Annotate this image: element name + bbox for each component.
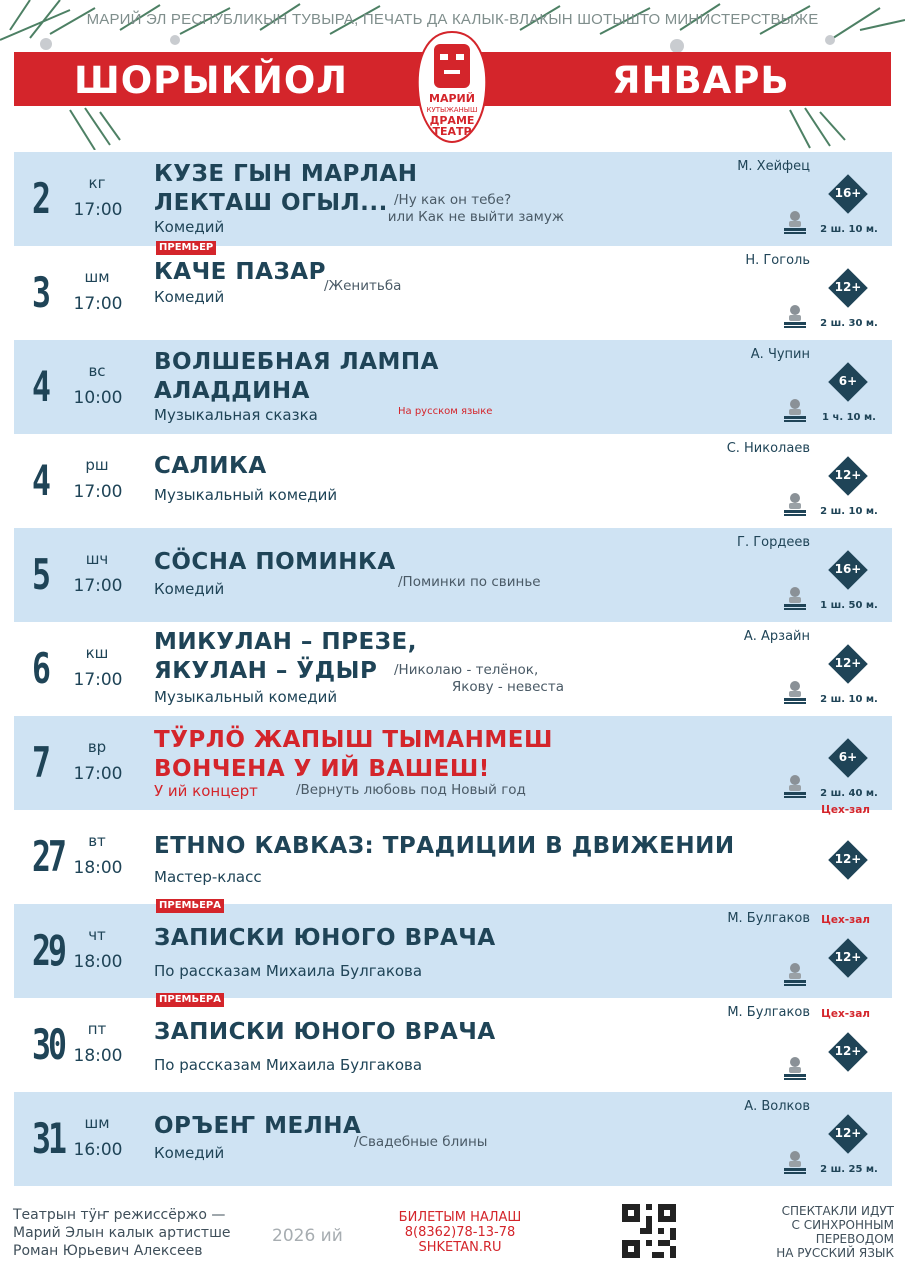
premiere-badge: ПРЕМЬЕРА xyxy=(156,993,224,1007)
sync-translation-icon xyxy=(782,678,808,706)
age-rating: 6+ xyxy=(838,374,858,388)
event-title[interactable]: АЛАДДИНА xyxy=(154,378,310,404)
event-author: А. Чупин xyxy=(750,347,810,362)
event-author: М. Булгаков xyxy=(727,1005,810,1020)
age-rating: 12+ xyxy=(834,1126,862,1140)
event-time: 17:00 xyxy=(73,200,123,220)
event-time: 10:00 xyxy=(73,388,123,408)
event-weekday: рш xyxy=(85,456,109,474)
russian-title: /Поминки по свинье xyxy=(398,574,541,590)
event-duration: 2 ш. 10 м. xyxy=(820,506,878,517)
sync-translation-note: СПЕКТАКЛИ ИДУТ С СИНХРОННЫМ ПЕРЕВОДОМ НА РУССКИЙ ЯЗЫК xyxy=(776,1204,894,1260)
director-credit: Театрын тӱҥ режиссёржо — Марий Элын калык артистше Роман Юрьевич Алексеев xyxy=(13,1207,231,1259)
event-row[interactable] xyxy=(14,340,892,434)
tickets-info[interactable] xyxy=(380,1210,540,1255)
language-note: На русском языке xyxy=(398,406,493,417)
tickets-website[interactable]: SHKETAN.RU xyxy=(418,1240,502,1255)
event-time: 17:00 xyxy=(73,482,123,502)
poster-footer xyxy=(0,1200,905,1280)
event-title[interactable]: ВОЛШЕБНАЯ ЛАМПА xyxy=(154,349,439,375)
age-rating: 16+ xyxy=(834,186,862,200)
event-author: Г. Гордеев xyxy=(737,535,810,550)
premiere-badge: ПРЕМЬЕР xyxy=(156,241,216,255)
sync-translation-icon xyxy=(782,1148,808,1176)
event-title[interactable]: ETHNO КАВКАЗ: ТРАДИЦИИ В ДВИЖЕНИИ xyxy=(154,833,735,859)
venue-hall: Цех-зал xyxy=(821,914,870,926)
event-genre: Комедий xyxy=(154,288,225,306)
event-weekday: вс xyxy=(88,362,106,380)
age-rating: 12+ xyxy=(834,852,862,866)
event-title[interactable]: КУЗЕ ГЫН МАРЛАН xyxy=(154,161,418,187)
russian-title: или Как не выйти замуж xyxy=(387,209,564,225)
age-rating: 12+ xyxy=(834,656,862,670)
age-rating: 12+ xyxy=(834,1044,862,1058)
event-title[interactable]: КАЧЕ ПАЗАР xyxy=(154,259,326,285)
event-weekday: кг xyxy=(88,174,106,192)
event-time: 18:00 xyxy=(73,1046,123,1066)
tickets-phone[interactable]: 8(8362)78-13-78 xyxy=(404,1225,516,1240)
event-title[interactable]: ЗАПИСКИ ЮНОГО ВРАЧА xyxy=(154,925,496,951)
event-title[interactable]: ТӰРЛÖ ЖАПЫШ ТЫМАНМЕШ xyxy=(154,727,553,753)
event-time: 17:00 xyxy=(73,576,123,596)
event-genre: Комедий xyxy=(154,218,225,236)
russian-title: /Ну как он тебе? xyxy=(394,192,512,208)
event-row[interactable] xyxy=(14,528,892,622)
sync-translation-icon xyxy=(782,1054,808,1082)
russian-title: /Николаю - телёнок, xyxy=(394,662,539,678)
event-genre: Музыкальный комедий xyxy=(154,688,338,706)
event-duration: 2 ш. 10 м. xyxy=(820,224,878,235)
event-genre: Комедий xyxy=(154,1144,225,1162)
event-duration: 2 ш. 25 м. xyxy=(820,1164,878,1175)
events-list xyxy=(14,152,892,1186)
event-duration: 2 ш. 10 м. xyxy=(820,694,878,705)
tickets-label: БИЛЕТЫМ НАЛАШ xyxy=(398,1210,522,1225)
age-rating: 16+ xyxy=(834,562,862,576)
event-duration: 2 ш. 30 м. xyxy=(820,318,878,329)
event-day: 7 xyxy=(32,738,48,787)
event-duration: 1 ш. 50 м. xyxy=(820,600,878,611)
event-weekday: шм xyxy=(84,1114,110,1132)
event-author: С. Николаев xyxy=(726,441,810,456)
event-genre: Мастер-класс xyxy=(154,868,262,886)
sync-translation-icon xyxy=(782,302,808,330)
ministry-line: МАРИЙ ЭЛ РЕСПУБЛИКЫН ТУВЫРА, ПЕЧАТЬ ДА КАЛЫК-ВЛАКЫН ШОТЫШТО МИНИСТЕРСТВЫЖЕ xyxy=(86,11,819,28)
event-day: 3 xyxy=(32,268,48,317)
sync-translation-icon xyxy=(782,960,808,988)
event-genre: Музыкальный комедий xyxy=(154,486,338,504)
event-day: 2 xyxy=(32,174,48,223)
event-author: М. Булгаков xyxy=(727,911,810,926)
event-day: 4 xyxy=(32,456,48,505)
event-day: 5 xyxy=(32,550,48,599)
event-genre: У ий концерт xyxy=(154,782,258,800)
age-rating: 12+ xyxy=(834,468,862,482)
event-genre: По рассказам Михаила Булгакова xyxy=(154,962,423,980)
event-row[interactable] xyxy=(14,622,892,716)
russian-title: Якову - невеста xyxy=(451,679,564,695)
event-weekday: вр xyxy=(87,738,107,756)
season-year: 2026 ий xyxy=(272,1226,343,1246)
event-time: 17:00 xyxy=(73,764,123,784)
russian-title: /Вернуть любовь под Новый год xyxy=(296,782,526,798)
sync-translation-icon xyxy=(782,208,808,236)
event-time: 18:00 xyxy=(73,952,123,972)
age-rating: 12+ xyxy=(834,280,862,294)
event-row[interactable] xyxy=(14,994,892,1092)
event-day: 30 xyxy=(32,1020,64,1069)
event-weekday: кш xyxy=(85,644,109,662)
venue-hall: Цех-зал xyxy=(821,804,870,816)
event-time: 16:00 xyxy=(73,1140,123,1160)
venue-hall: Цех-зал xyxy=(821,1008,870,1020)
event-title[interactable]: ВОНЧЕНА У ИЙ ВАШЕШ! xyxy=(154,756,490,782)
age-rating: 12+ xyxy=(834,950,862,964)
sync-translation-icon xyxy=(782,396,808,424)
month-title: ЯНВАРЬ xyxy=(612,59,790,102)
theatre-logo xyxy=(414,30,490,144)
event-title[interactable]: ЯКУЛАН – ӰДЫР xyxy=(154,658,378,684)
event-day: 27 xyxy=(32,832,64,881)
event-row[interactable] xyxy=(14,900,892,998)
event-weekday: вт xyxy=(88,832,106,850)
premiere-badge: ПРЕМЬЕРА xyxy=(156,899,224,913)
event-author: А. Арзайн xyxy=(743,629,810,644)
event-duration: 2 ш. 40 м. xyxy=(820,788,878,799)
event-weekday: шч xyxy=(85,550,109,568)
svg-text:КУТЫЖАНЫШ: КУТЫЖАНЫШ xyxy=(426,106,478,114)
event-author: Н. Гоголь xyxy=(745,253,810,268)
event-day: 29 xyxy=(32,926,64,975)
svg-text:МАРИЙ: МАРИЙ xyxy=(429,92,475,105)
sync-translation-icon xyxy=(782,584,808,612)
qr-code-icon[interactable] xyxy=(622,1204,676,1258)
russian-title: /Свадебные блины xyxy=(354,1134,488,1150)
event-author: А. Волков xyxy=(744,1099,810,1114)
event-day: 6 xyxy=(32,644,48,693)
event-weekday: шм xyxy=(84,268,110,286)
poster-header xyxy=(0,0,905,150)
event-title[interactable]: МИКУЛАН – ПРЕЗЕ, xyxy=(154,629,417,655)
event-title[interactable]: САЛИКА xyxy=(154,453,267,479)
event-row[interactable] xyxy=(14,434,892,528)
event-row[interactable] xyxy=(14,242,892,340)
svg-text:ДРАМЕ: ДРАМЕ xyxy=(429,114,475,127)
sync-translation-icon xyxy=(782,772,808,800)
event-row[interactable] xyxy=(14,716,892,810)
event-time: 18:00 xyxy=(73,858,123,878)
event-genre: Музыкальная сказка xyxy=(154,406,318,424)
event-weekday: чт xyxy=(88,926,106,944)
age-rating: 6+ xyxy=(838,750,858,764)
event-row[interactable] xyxy=(14,1092,892,1186)
event-title[interactable]: ЗАПИСКИ ЮНОГО ВРАЧА xyxy=(154,1019,496,1045)
event-genre: Комедий xyxy=(154,580,225,598)
event-row[interactable] xyxy=(14,804,892,904)
event-day: 31 xyxy=(32,1114,64,1163)
event-title[interactable]: ОРЪЕҤ МЕЛНА xyxy=(154,1113,362,1139)
sync-translation-icon xyxy=(782,490,808,518)
svg-text:ТЕАТР: ТЕАТР xyxy=(432,125,472,138)
event-genre: По рассказам Михаила Булгакова xyxy=(154,1056,423,1074)
event-title[interactable]: СÖСНА ПОМИНКА xyxy=(154,549,396,575)
event-time: 17:00 xyxy=(73,670,123,690)
event-day: 4 xyxy=(32,362,48,411)
event-author: М. Хейфец xyxy=(737,159,810,174)
event-time: 17:00 xyxy=(73,294,123,314)
event-weekday: пт xyxy=(87,1020,107,1038)
event-duration: 1 ч. 10 м. xyxy=(822,412,876,423)
event-title[interactable]: ЛЕКТАШ ОГЫЛ... xyxy=(154,190,388,216)
event-row[interactable] xyxy=(14,152,892,246)
russian-title: /Женитьба xyxy=(324,278,402,294)
page-title: ШОРЫКЙОЛ xyxy=(74,59,349,102)
